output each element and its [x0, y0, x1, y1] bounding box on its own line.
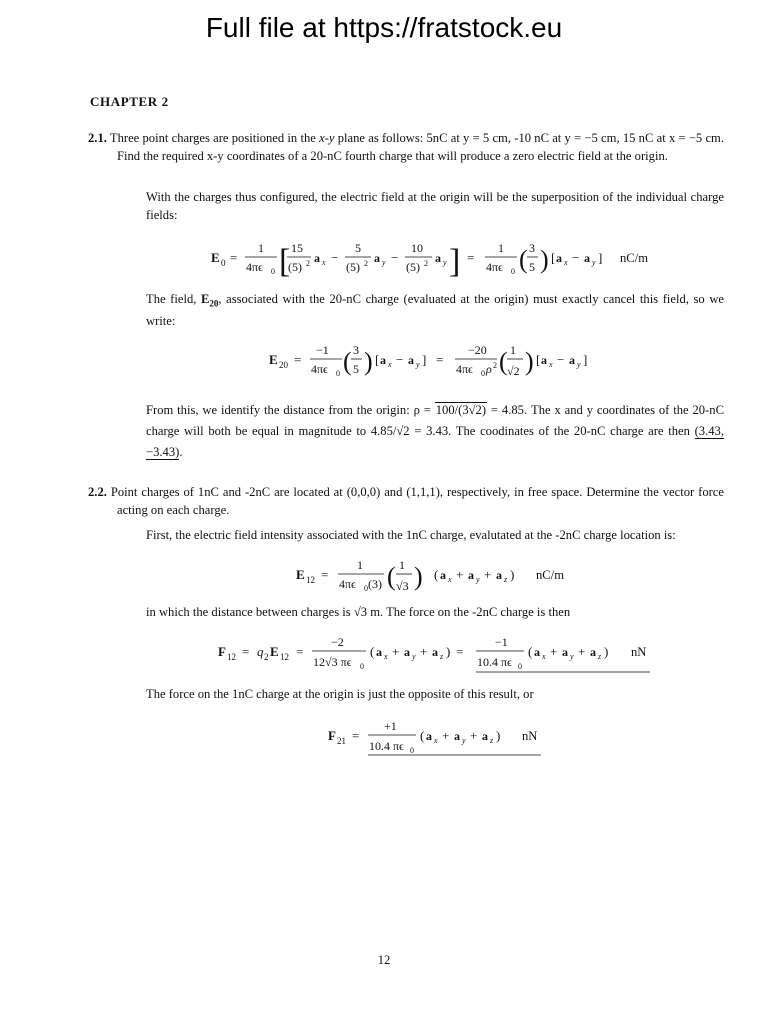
svg-text:a: a: [440, 568, 446, 582]
svg-text:x: x: [564, 258, 568, 267]
svg-text:]: ]: [598, 250, 603, 265]
svg-text:(3): (3): [368, 577, 382, 591]
svg-text:=: =: [321, 567, 329, 582]
svg-text:=: =: [296, 644, 304, 659]
svg-text:+: +: [578, 644, 586, 659]
svg-text:x: x: [549, 360, 553, 369]
svg-text:5: 5: [355, 241, 361, 255]
svg-text:−: −: [391, 250, 399, 265]
svg-text:(: (: [387, 562, 396, 591]
svg-text:3: 3: [353, 343, 359, 357]
svg-text:4πϵ: 4πϵ: [246, 260, 263, 274]
svg-text:a: a: [556, 251, 562, 265]
sqrt-expression: 100/(3√2): [435, 403, 487, 417]
svg-text:10: 10: [411, 241, 423, 255]
svg-text:21: 21: [337, 736, 346, 746]
svg-text:ρ: ρ: [486, 362, 492, 376]
statement-xy: x-y: [319, 131, 335, 145]
solution-2-1-intro: With the charges thus configured, the electric field at the origin will be the superposition of the individual charge fields:: [146, 190, 724, 222]
svg-text:+: +: [392, 644, 400, 659]
svg-text:0: 0: [271, 267, 275, 276]
svg-text:x: x: [322, 258, 326, 267]
svg-text:a: a: [374, 251, 380, 265]
svg-text:a: a: [562, 645, 568, 659]
svg-text:+: +: [456, 567, 464, 582]
svg-text:): ): [496, 728, 501, 743]
svg-text:a: a: [435, 251, 441, 265]
svg-text:): ): [525, 347, 534, 376]
svg-text:E: E: [270, 644, 279, 659]
svg-text:+: +: [442, 728, 450, 743]
svg-text:1: 1: [510, 343, 516, 357]
svg-text:+: +: [470, 728, 478, 743]
equation-F21: [322, 714, 552, 758]
svg-text:12: 12: [306, 575, 315, 585]
svg-text:4πϵ: 4πϵ: [486, 260, 503, 274]
svg-text:0: 0: [364, 584, 368, 593]
svg-text:F: F: [328, 728, 336, 743]
svg-text:x: x: [384, 652, 388, 661]
svg-text:a: a: [376, 645, 382, 659]
svg-text:2: 2: [364, 259, 368, 268]
solution-2-1-result: From this, we identify the distance from the origin: ρ = 100/(3√2) = 4.85. The x and y coordinates of the 20-nC charge will both be equal in magnitude to 4.85/√2 = 3.43. The coodinates of the 20-nC charge are then (3.43, −3.43).: [146, 403, 724, 459]
svg-text:(5): (5): [346, 260, 360, 274]
svg-text:15: 15: [291, 241, 303, 255]
svg-text:3: 3: [529, 241, 535, 255]
svg-text:q: q: [257, 644, 264, 659]
problem-number: 2.2.: [88, 485, 107, 499]
svg-text:2: 2: [264, 652, 269, 662]
solution-2-2-opposite: The force on the 1nC charge at the origin is just the opposite of this result, or: [146, 687, 534, 701]
svg-text:(: (: [434, 567, 439, 582]
equation-E20: [265, 338, 615, 386]
svg-text:4πϵ: 4πϵ: [456, 362, 473, 376]
svg-text:=: =: [456, 644, 464, 659]
svg-text:E: E: [296, 567, 305, 582]
answer-coordinates: (3.43, −3.43): [146, 424, 724, 459]
svg-text:(: (: [528, 644, 533, 659]
E0-subscript: 0: [221, 258, 226, 268]
svg-text:−: −: [557, 352, 565, 367]
svg-text:5: 5: [353, 362, 359, 376]
svg-text:x: x: [434, 736, 438, 745]
svg-text:[: [: [279, 243, 291, 280]
svg-text:√2: √2: [507, 364, 520, 378]
chapter-heading: CHAPTER 2: [90, 94, 169, 109]
svg-text:−: −: [572, 250, 580, 265]
svg-text:): ): [446, 644, 451, 659]
svg-text:0: 0: [518, 662, 522, 671]
svg-text:x: x: [448, 575, 452, 584]
svg-text:+: +: [550, 644, 558, 659]
svg-text:−: −: [396, 352, 404, 367]
svg-text:x: x: [542, 652, 546, 661]
svg-text:[: [: [375, 352, 380, 367]
svg-text:4πϵ: 4πϵ: [311, 362, 328, 376]
svg-text:y: y: [577, 360, 581, 369]
solution-2-2-intro: First, the electric field intensity associated with the 1nC charge, evalutated at the -2nC charge location is:: [146, 528, 676, 542]
svg-text:10.4 πϵ: 10.4 πϵ: [477, 655, 512, 669]
svg-text:a: a: [534, 645, 540, 659]
svg-text:0: 0: [410, 746, 414, 755]
svg-text:x: x: [388, 360, 392, 369]
statement-text: Point charges of 1nC and -2nC are located at (0,0,0) and (1,1,1), respectively, in free space. Determine the vector force acting on each charge.: [110, 485, 724, 517]
svg-text:2: 2: [493, 361, 497, 370]
svg-text:): ): [510, 567, 515, 582]
svg-text:−1: −1: [316, 343, 329, 357]
svg-text:1: 1: [399, 558, 405, 572]
svg-text:20: 20: [279, 360, 288, 370]
svg-text:[: [: [536, 352, 541, 367]
svg-text:]: ]: [583, 352, 588, 367]
svg-text:(: (: [370, 644, 375, 659]
svg-text:5: 5: [529, 260, 535, 274]
svg-text:−: −: [331, 250, 339, 265]
svg-text:a: a: [426, 729, 432, 743]
svg-text:a: a: [454, 729, 460, 743]
svg-text:+: +: [484, 567, 492, 582]
svg-text:(: (: [343, 347, 352, 376]
svg-text:−2: −2: [331, 635, 344, 649]
svg-text:a: a: [404, 645, 410, 659]
page-number: 12: [377, 953, 391, 967]
svg-text:12√3 πϵ: 12√3 πϵ: [313, 655, 352, 669]
problem-number: 2.1.: [88, 131, 107, 145]
svg-text:a: a: [408, 353, 414, 367]
unit-nC-per-m: nC/m: [620, 251, 648, 265]
svg-text:12: 12: [227, 652, 236, 662]
svg-text:y: y: [382, 258, 386, 267]
svg-text:(: (: [420, 728, 425, 743]
svg-text:y: y: [412, 652, 416, 661]
svg-text:12: 12: [280, 652, 289, 662]
svg-text:y: y: [476, 575, 480, 584]
svg-text:a: a: [380, 353, 386, 367]
svg-text:−20: −20: [468, 343, 487, 357]
svg-text:1: 1: [498, 241, 504, 255]
svg-text:y: y: [462, 736, 466, 745]
svg-text:y: y: [592, 258, 596, 267]
equation-F12: [212, 630, 662, 674]
svg-text:a: a: [584, 251, 590, 265]
svg-text:1: 1: [357, 558, 363, 572]
svg-text:y: y: [416, 360, 420, 369]
svg-text:+1: +1: [384, 719, 397, 733]
problem-2-1-statement: [88, 130, 724, 165]
svg-text:=: =: [230, 250, 238, 265]
svg-text:+: +: [420, 644, 428, 659]
svg-text:y: y: [443, 258, 447, 267]
svg-text:): ): [540, 245, 549, 274]
svg-text:(5): (5): [288, 260, 302, 274]
svg-text:]: ]: [422, 352, 427, 367]
svg-text:1: 1: [258, 241, 264, 255]
svg-text:0: 0: [336, 369, 340, 378]
E0-symbol: E: [211, 250, 220, 265]
svg-text:0: 0: [481, 369, 485, 378]
svg-text:]: ]: [449, 243, 461, 280]
svg-text:−1: −1: [495, 635, 508, 649]
site-banner: Full file at https://fratstock.eu: [205, 12, 563, 43]
svg-text:(5): (5): [406, 260, 420, 274]
svg-text:2: 2: [306, 259, 310, 268]
svg-text:z: z: [490, 736, 494, 745]
svg-text:(: (: [499, 347, 508, 376]
svg-text:nC/m: nC/m: [536, 568, 564, 582]
svg-text:=: =: [436, 352, 444, 367]
svg-text:z: z: [440, 652, 444, 661]
svg-text:=: =: [242, 644, 250, 659]
svg-text:a: a: [482, 729, 488, 743]
svg-text:a: a: [496, 568, 502, 582]
svg-text:a: a: [468, 568, 474, 582]
svg-text:): ): [414, 562, 423, 591]
svg-text:a: a: [314, 251, 320, 265]
svg-text:): ): [604, 644, 609, 659]
svg-text:a: a: [432, 645, 438, 659]
svg-text:a: a: [569, 353, 575, 367]
svg-text:0: 0: [511, 267, 515, 276]
svg-text:=: =: [294, 352, 302, 367]
solution-2-1-cancel: The field, $E_{20}$, associated with the 20-nC charge (evaluated at the origin) must exactly cancel this field, so we write:: [146, 292, 724, 329]
statement-text-b: plane as follows: 5nC at y = 5 cm, -10 nC at y = −5 cm, 15 nC at x = −5 cm. Find the required x-y coordinates of a 20-nC fourth charge that will produce a zero electric field at the origin.: [117, 131, 724, 163]
svg-text:y: y: [570, 652, 574, 661]
svg-text:F: F: [218, 644, 226, 659]
equation-E0: [205, 234, 675, 282]
svg-text:10.4 πϵ: 10.4 πϵ: [369, 739, 404, 753]
svg-text:E: E: [269, 352, 278, 367]
svg-text:(: (: [519, 245, 528, 274]
svg-text:a: a: [541, 353, 547, 367]
solution-2-2-distance: in which the distance between charges is √3 m. The force on the -2nC charge is then: [146, 605, 571, 619]
svg-text:z: z: [598, 652, 602, 661]
problem-2-2-statement: [88, 484, 724, 519]
svg-text:=: =: [467, 250, 475, 265]
svg-text:√3: √3: [396, 579, 409, 593]
svg-text:nN: nN: [522, 729, 538, 743]
statement-text-a: Three point charges are positioned in the: [109, 131, 320, 145]
svg-text:[: [: [551, 250, 556, 265]
svg-text:z: z: [504, 575, 508, 584]
svg-text:2: 2: [424, 259, 428, 268]
svg-text:a: a: [590, 645, 596, 659]
svg-text:): ): [364, 347, 373, 376]
svg-text:=: =: [352, 728, 360, 743]
equation-E12: [290, 556, 590, 598]
svg-text:0: 0: [360, 662, 364, 671]
svg-text:nN: nN: [631, 645, 647, 659]
svg-text:4πϵ: 4πϵ: [339, 577, 356, 591]
